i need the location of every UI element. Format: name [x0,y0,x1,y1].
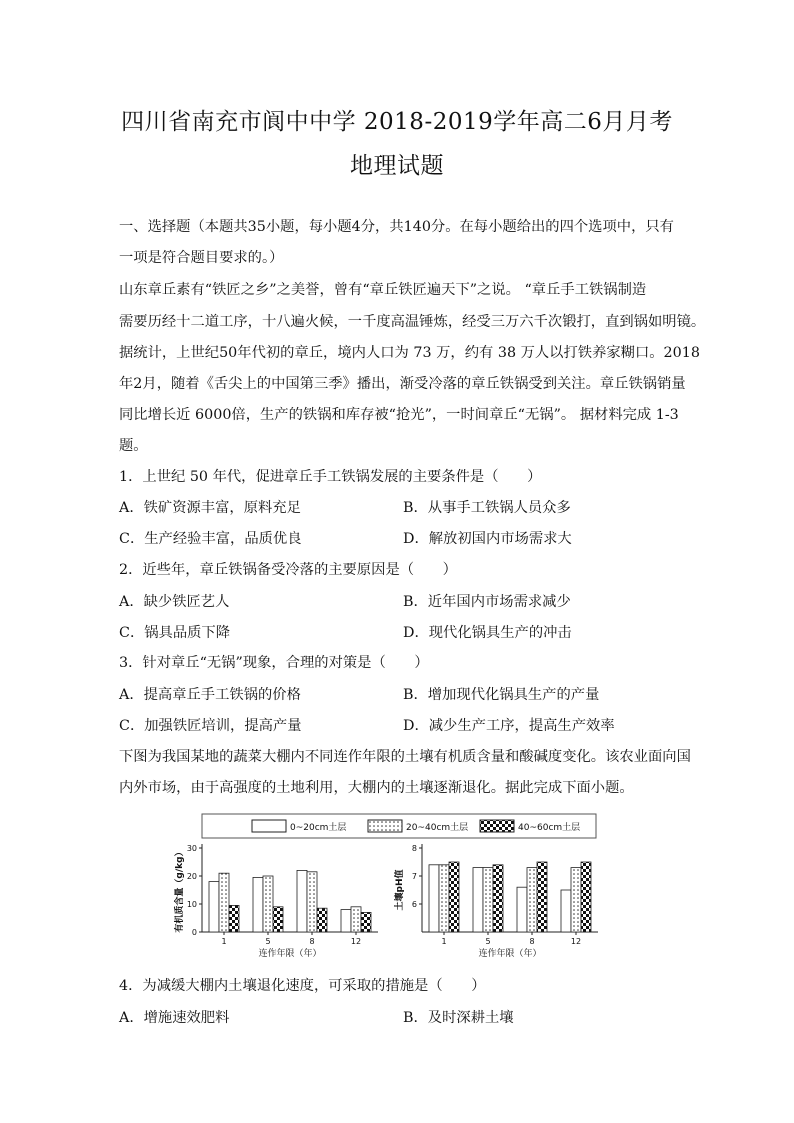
question-3-option-a: A．提高章丘手工铁锅的价格 [119,687,301,703]
bar-0-3-1 [351,907,361,932]
bar-1-2-0 [517,887,527,932]
question-3-stem: 3．针对章丘“无锅”现象，合理的对策是（ ） [119,655,429,671]
bar-1-1-1 [483,868,493,932]
y-tick-label: 30 [186,844,197,853]
question-1-option-b: B．从事手工铁锅人员众多 [403,500,571,516]
x-tick-label: 8 [309,937,315,946]
section-heading-line-2: 一项是符合题目要求的。） [119,250,284,266]
question-2-option-d: D．现代化锅具生产的冲击 [403,625,572,641]
bar-1-0-0 [429,865,439,932]
legend-swatch-2 [480,820,514,832]
question-1-option-a: A．铁矿资源丰富，原料充足 [119,500,301,516]
question-4-option-b: B．及时深耕土壤 [403,1010,514,1026]
question-3-option-c: C．加强铁匠培训，提高产量 [119,718,302,734]
legend-label-0: 0~20cm土层 [290,823,347,833]
question-2-stem: 2．近些年，章丘铁锅备受冷落的主要原因是（ ） [119,562,457,578]
passage-line: 下图为我国某地的蔬菜大棚内不同连作年限的土壤有机质含量和酸碱度变化。该农业面向国 [119,749,691,765]
legend-swatch-0 [252,820,286,832]
x-tick-label: 8 [529,937,535,946]
bar-0-0-2 [229,905,239,932]
passage-line: 需要历经十二道工序，十八遍火候，一千度高温锤炼，经受三万六千次锻打，直到锅如明镜。 [119,314,706,330]
question-2-option-a: A．缺少铁匠艺人 [119,594,230,610]
passage-line: 题。 [119,438,148,454]
bar-0-2-2 [317,908,327,932]
x-tick-label: 5 [485,937,491,946]
passage-line: 内外市场，由于高强度的土地利用，大棚内的土壤逐渐退化。据此完成下面小题。 [119,780,634,796]
bar-0-1-2 [273,907,283,932]
question-3-option-d: D．减少生产工序，提高生产效率 [403,718,615,734]
bar-0-0-0 [209,882,219,932]
x-tick-label: 12 [570,937,582,946]
page-title: 四川省南充市阆中中学 2018-2019学年高二6月月考 [121,109,673,135]
question-1-stem: 1．上世纪 50 年代，促进章丘手工铁锅发展的主要条件是（ ） [119,469,542,485]
y-tick-label: 0 [191,928,197,937]
bar-0-3-0 [341,910,351,932]
page-subtitle: 地理试题 [350,153,444,179]
x-axis-label: 连作年限（年） [258,949,322,959]
passage-line: 年2月，随着《舌尖上的中国第三季》播出，渐受冷落的章丘铁锅受到关注。章丘铁锅销量 [119,376,686,392]
bar-1-3-0 [561,890,571,932]
passage-line: 同比增长近 6000倍，生产的铁锅和库存被“抢光”，一时间章丘“无锅”。 据材料完成 1-3 [119,407,679,423]
y-tick-label: 20 [186,872,197,881]
x-tick-label: 1 [221,937,227,946]
question-1-option-c: C．生产经验丰富，品质优良 [119,531,302,547]
section-heading-line-1: 一、选择题（本题共35小题，每小题4分，共140分。在每小题给出的四个选项中，只有 [119,219,674,235]
legend-label-1: 20~40cm土层 [406,823,469,833]
bar-0-2-1 [307,872,317,932]
bar-1-0-1 [439,865,449,932]
x-axis-label: 连作年限（年） [478,949,542,959]
legend-label-2: 40~60cm土层 [518,823,581,833]
bar-0-2-0 [297,870,307,932]
question-2-option-c: C．锅具品质下降 [119,625,231,641]
x-tick-label: 5 [265,937,271,946]
question-3-option-b: B．增加现代化锅具生产的产量 [403,687,600,703]
question-4-stem: 4．为减缓大棚内土壤退化速度，可采取的措施是（ ） [119,978,486,994]
x-tick-label: 1 [441,937,447,946]
y-axis-label: 有机质含量（g/kg） [175,847,185,933]
bar-1-2-1 [527,868,537,932]
bar-0-0-1 [219,873,229,932]
passage-line: 山东章丘素有“铁匠之乡”之美誉，曾有“章丘铁匠遍天下”之说。 “章丘手工铁锅制造 [119,282,647,298]
question-1-option-d: D．解放初国内市场需求大 [403,531,572,547]
legend [252,820,580,833]
x-tick-label: 12 [350,937,362,946]
bar-1-1-2 [493,865,503,932]
legend-swatch-1 [368,820,402,832]
chart-organic-matter [173,844,378,959]
y-tick-label: 8 [411,844,417,853]
chart-ph [393,844,598,959]
soil-figure [160,812,640,960]
bar-1-3-2 [581,862,591,932]
bar-0-1-0 [253,877,263,932]
bar-1-1-0 [473,868,483,932]
y-tick-label: 6 [411,900,417,909]
bar-1-3-1 [571,868,581,932]
y-tick-label: 7 [411,872,417,881]
bar-0-1-1 [263,876,273,932]
y-tick-label: 10 [186,900,197,909]
bar-1-0-2 [449,862,459,932]
passage-line: 据统计，上世纪50年代初的章丘，境内人口为 73 万，约有 38 万人以打铁养家糊口。2018 [119,345,700,361]
y-axis-label: 土壤pH值 [395,869,405,911]
bar-1-2-2 [537,862,547,932]
question-4-option-a: A．增施速效肥料 [119,1010,230,1026]
question-2-option-b: B．近年国内市场需求减少 [403,594,571,610]
bar-0-3-2 [361,912,371,932]
